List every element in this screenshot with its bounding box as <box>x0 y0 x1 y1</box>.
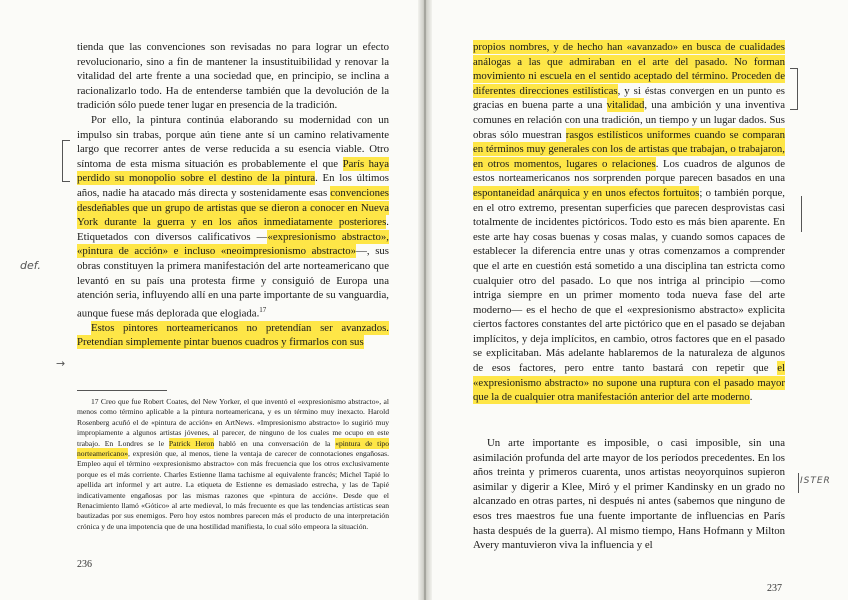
right-page-body-continued <box>473 436 785 553</box>
left-footnote <box>77 397 389 532</box>
text-run: , una ambición y una inventiva comunes en relación con una tradición, un tiempo y un lugar dados. Sus obras sólo muestran <box>473 99 785 141</box>
right-paragraph-2 <box>473 436 785 553</box>
highlighted-passage: París haya perdido su monopolio sobre el destino de la pintura <box>77 157 389 185</box>
text-run: . Los cuadros de algunos de estos norteamericanos nos sorprenden porque parecen basados en una <box>473 157 785 185</box>
margin-line-icon <box>795 196 802 232</box>
right-page-body <box>473 40 785 405</box>
text-run: habló en una conversación de la <box>214 438 336 448</box>
text-run: ; o también porque, en el otro extremo, presentan superficies que parecen desprovistas casi totalmente de incidentes pictóricos. Todo esto es más bien aparente. En este arte hay cosas buenas y cosas malas, y cuando somos capaces de establecer la diferencia entre unas y otras comenzamos a comprender que el arte en cuestión está sometido a una disciplina tan estricta como cualquier otro del pasado. Lo que nos intriga al principio —como intriga siempre en un primer momento toda nueva fase del arte moderno— es el hecho de que el «expresionismo abstracto» explicita ciertos factores constantes del arte pictórico que en el pasado se dejaban implícitos, y deja implícitos, en cambio, otros factores que en el pasado se explicitaban. Más adelante hablaremos de la naturaleza de algunos de esos factores, pero entre tanto bastará con repetir que <box>473 186 785 375</box>
margin-note: def. <box>20 259 41 272</box>
highlighted-passage: Patrick Heron <box>168 438 215 448</box>
text-run: , expresión que, al menos, tiene la ventaja de carecer de connotaciones engañosas. Empleo aquí el término «expresionismo abstracto» con más frecuencia que los otros exclusivamente porque es el más corriente. Charles Estienne llama tachisme al equivalente francés; Michel Tapié lo apellida art informel y art autre. La etiqueta de Estienne es demasiado estrecha, y las de Tapié indicativamente engañosas por las mismas razones que «pintura de acción». Desde que el Renacimiento llamó «Gótico» al arte medieval, lo más frecuente es que las tendencias artísticas sean bautizadas por sus enemigos. Pero hoy estos nombres parecen más el producto de una interpretación crónica y de una impotencia que de una hostilidad manifiesta, lo cual sólo empeora la situación. <box>77 449 389 531</box>
left-paragraph-3 <box>77 321 389 350</box>
text-run: tienda que las convenciones son revisadas no para lograr un efecto revolucionario, sino a fin de mantener la insustituibilidad y renovar la vitalidad del arte frente a una sociedad que, en principio, se inclina a racionalizarlo todo. Ha de entenderse también que la devolución de la tradición sólo puede tener lugar en presencia de la tradición. <box>77 41 389 112</box>
text-run: . Etiquetados con diversos calificativos — <box>77 216 389 243</box>
footnote-rule <box>77 390 167 391</box>
highlighted-passage: espontaneidad anárquica y en unos efectos fortuitos <box>473 186 700 199</box>
text-run: Un arte importante es imposible, o casi imposible, sin una asimilación profunda del arte mayor de los períodos precedentes. En los años treinta y primeros cuarenta, unos artistas neoyorquinos supieron asimilar y digerir a Klee, Miró y el primer Kandinsky en un grado no alcanzado en otras partes, ni después ni antes (sabemos que ninguno de esos tres maestros fue una fuente importante de influencias en París hasta después de la guerra). Al mismo tiempo, Hans Hofmann y Milton Avery mantuvieron viva la influencia y el <box>473 437 785 552</box>
text-run: Por ello, la pintura continúa elaborando su modernidad con un impulso sin trabas, porque aún tiene ante sí un camino relativamente largo que recorrer antes de verse reducida a su esencia viable. Otro síntoma de esta misma situación es probablemente el que <box>77 113 389 170</box>
margin-bracket-icon <box>62 140 70 182</box>
right-page-number: 237 <box>767 583 782 594</box>
text-run: , y si éstas convergen en un punto es gracias en buena parte a una <box>473 84 785 112</box>
left-page-body <box>77 40 389 350</box>
highlighted-passage: propios nombres, y de hecho han «avanzado» en busca de cualidades análogas a las que admiraban en el arte del pasado. No forman movimiento ni escuela en el sentido aceptado del término. Proceden de diferentes direcciones estilísticas <box>473 41 785 97</box>
right-paragraph-1 <box>473 40 785 405</box>
highlighted-passage: rasgos estilísticos uniformes cuando se comparan en términos muy generales con los de artistas que trabajan, o trabajaron, en otros momentos, lugares o relaciones <box>473 128 785 170</box>
highlighted-passage: «expresionismo abstracto», «pintura de acción» e incluso «neoimpresionismo abstracto» <box>77 230 389 258</box>
left-page-number: 236 <box>77 559 92 570</box>
margin-bracket-icon <box>790 68 798 110</box>
left-paragraph-1 <box>77 40 389 113</box>
highlighted-passage: vitalidad <box>606 99 645 112</box>
text-run: . En los últimos años, nadie ha atacado más directa y sostenidamente esas <box>77 172 389 199</box>
highlighted-passage: convenciones desdeñables que un grupo de artistas que se dieron a conocer en Nueva York durante la guerra y en los años inmediatamente posteriores <box>77 186 389 229</box>
margin-arrow-icon: → <box>56 357 66 370</box>
book-gutter <box>418 0 432 600</box>
highlighted-passage: Estos pintores norteamericanos no pretendían ser avanzados. Pretendían simplemente pintar buenos cuadros y firmarlos con sus <box>77 321 389 349</box>
highlighted-passage: el «expresionismo abstracto» no supone una ruptura con el pasado mayor que la de cualquier otra manifestación anterior del arte moderno <box>473 362 785 404</box>
margin-note: ISTER <box>800 476 831 486</box>
text-run: —, sus obras constituyen la primera manifestación del arte norteamericano que levantó en su país una protesta firme y consiguió de Europa una atención seria, influyendo allí en una parte importante de su vanguardia, aunque fuese más deplorada que elogiada. <box>77 245 389 320</box>
text-run: 17 Creo que fue Robert Coates, del New Yorker, el que inventó el «expresionismo abstracto», al menos como término aplicable a la pintura norteamericana, y es un término muy inexacto. Harold Rosenberg acuñó el de «pintura de acción» en ArtNews. «Impresionismo abstracto» lo sugirió muy impropiamente a algunos artistas jóvenes, al parecer, de ninguno de los cuales me ocupo en este trabajo. En Londres se le <box>77 397 389 448</box>
margin-line-icon <box>792 473 799 493</box>
left-paragraph-2 <box>77 113 389 321</box>
footnote-17 <box>77 397 389 532</box>
highlighted-passage: «pintura de tipo norteamericano» <box>77 438 389 459</box>
footnote-reference: 17 <box>259 305 267 314</box>
text-run: . <box>749 391 753 404</box>
